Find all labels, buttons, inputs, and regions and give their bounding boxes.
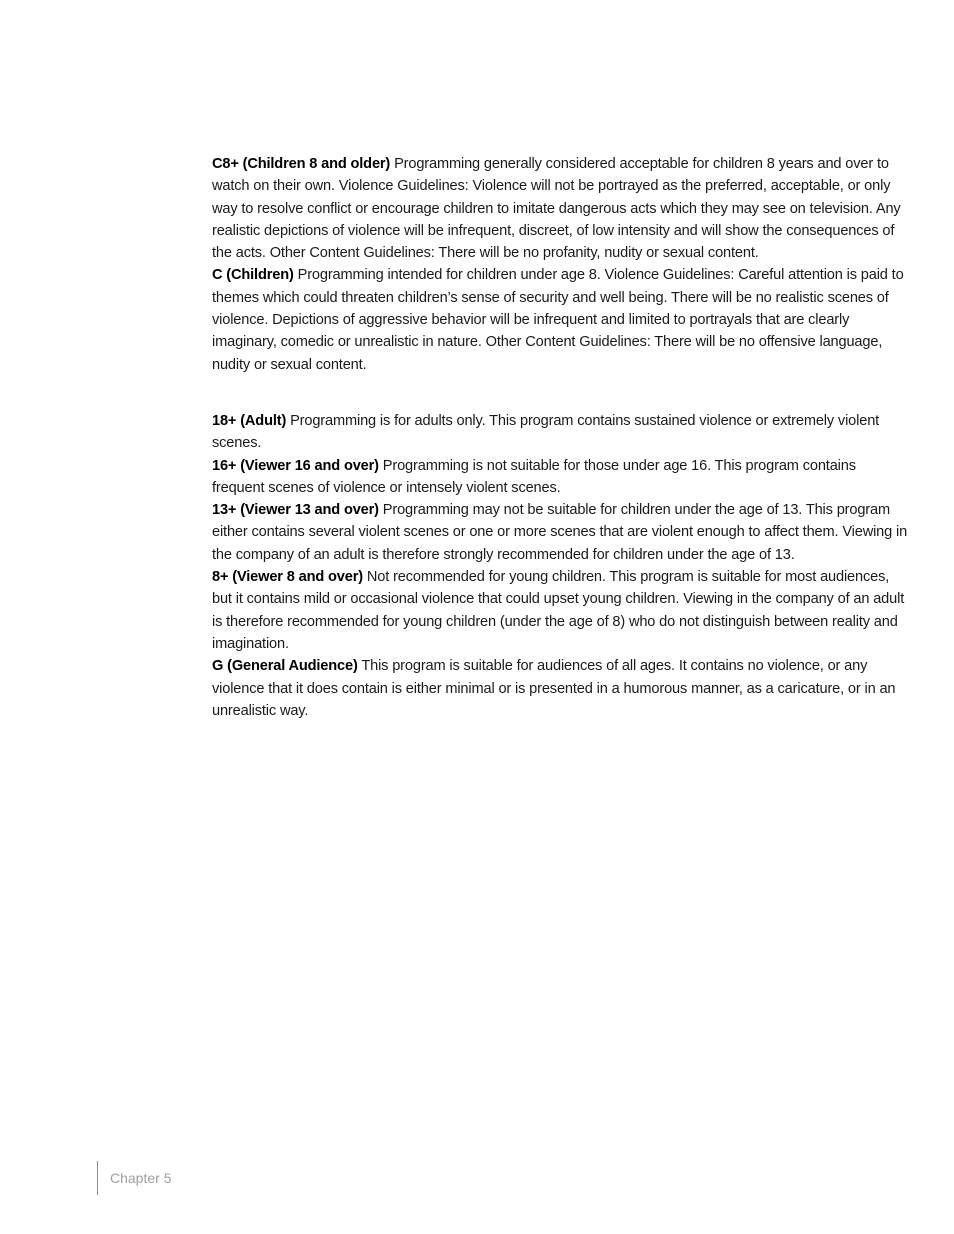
rating-term: G (General Audience) (212, 658, 358, 675)
rating-description: Programming generally considered acceptable for children 8 years and over to watch on their own. Violence Guidelines: Violence will not be portrayed as the preferred, acceptable, or only way to resolve conflict or encourage children to imitate dangerous acts which they may see on television. Any realistic depictions of violence will be infrequent, discreet, of low intensity and will show the consequences of the acts. Other Content Guidelines: There will be no profanity, nudity or sexual content. (212, 156, 901, 262)
rating-description: Programming may not be suitable for children under the age of 13. This program either contains several violent scenes or one or more scenes that are violent enough to affect them. Viewing in the company of an adult is therefore strongly recommended for children under the age of 13. (212, 502, 908, 563)
rating-description: Programming is for adults only. This program contains sustained violence or extremely violent scenes. (212, 412, 880, 452)
rating-entry-18-plus (212, 410, 912, 455)
rating-term: 8+ (Viewer 8 and over) (212, 569, 363, 586)
rating-term: 16+ (Viewer 16 and over) (212, 457, 379, 474)
rating-entry-c8-plus (212, 153, 912, 264)
rating-term: 13+ (Viewer 13 and over) (212, 502, 379, 519)
chapter-label: Chapter 5 (110, 1170, 172, 1186)
rating-description: Programming intended for children under age 8. Violence Guidelines: Careful attention is paid to themes which could threaten children’s sense of security and well being. There will be no realistic scenes of violence. Depictions of aggressive behavior will be infrequent and limited to portrayals that are clearly imaginary, comedic or unrealistic in nature. Other Content Guidelines: There will be no offensive language, nudity or sexual content. (212, 267, 904, 373)
rating-entry-c (212, 264, 912, 375)
rating-entry-13-plus (212, 499, 912, 566)
page-footer (97, 1161, 171, 1195)
rating-description: Programming is not suitable for those under age 16. This program contains frequent scenes of violence or intensely violent scenes. (212, 457, 856, 496)
page-body (212, 153, 912, 722)
rating-term: 18+ (Adult) (212, 412, 287, 429)
rating-entry-8-plus (212, 566, 912, 655)
rating-entry-g (212, 655, 912, 722)
rating-description: Not recommended for young children. This program is suitable for most audiences, but it contains mild or occasional violence that could upset young children. Viewing in the company of an adult is therefore recommended for young children (under the age of 8) who do not distinguish between reality and imagination. (212, 569, 905, 652)
rating-description: This program is suitable for audiences of all ages. It contains no violence, or any violence that it does contain is either minimal or is presented in a humorous manner, as a caricature, or in an unrealistic way. (212, 658, 896, 719)
rating-term: C (Children) (212, 267, 294, 284)
quebec-ratings-group (212, 410, 912, 722)
rating-entry-16-plus (212, 455, 912, 500)
rating-term: C8+ (Children 8 and older) (212, 156, 391, 172)
canadian-children-ratings-group (212, 153, 912, 376)
